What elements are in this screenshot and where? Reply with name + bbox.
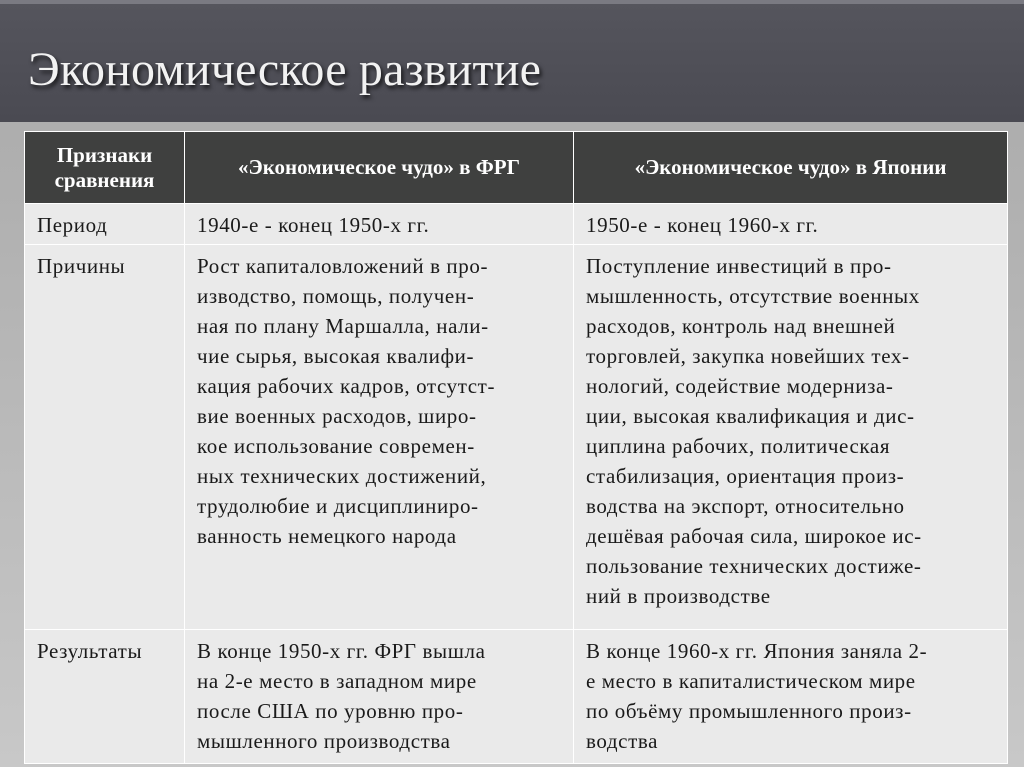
comparison-table-container (24, 131, 1007, 764)
table-row (25, 630, 1008, 764)
period-frg-cell (185, 204, 574, 245)
cell-line: 1940-е - конец 1950-х гг. (197, 213, 430, 237)
cell-line: ции, высокая квалификация и дис- (586, 404, 915, 428)
cell-line: Поступление инвестиций в про- (586, 254, 892, 278)
table-row (25, 245, 1008, 630)
cell-line: ная по плану Маршалла, нали- (197, 314, 489, 338)
cell-line: водства (586, 729, 659, 753)
cell-line: торговлей, закупка новейших тех- (586, 344, 910, 368)
header-criteria: Признаки сравнения (25, 132, 185, 204)
cell-line: нологий, содействие модерниза- (586, 374, 894, 398)
cell-line: по объёму промышленного произ- (586, 699, 912, 723)
cell-line: мышленного производства (197, 729, 451, 753)
cell-line: после США по уровню про- (197, 699, 464, 723)
header-frg: «Экономическое чудо» в ФРГ (185, 132, 574, 204)
cell-line: стабилизация, ориентация произ- (586, 464, 905, 488)
cell-line: ний в производстве (586, 584, 771, 608)
cell-line: В конце 1950-х гг. ФРГ вышла (197, 639, 486, 663)
cell-line: расходов, контроль над внешней (586, 314, 896, 338)
cell-line: В конце 1960-х гг. Япония заняла 2- (586, 639, 928, 663)
row-label-period: Период (25, 204, 185, 245)
header-japan: «Экономическое чудо» в Японии (574, 132, 1008, 204)
cell-line: на 2-е место в западном мире (197, 669, 477, 693)
slide-title: Экономическое развитие (28, 43, 542, 96)
cell-line: 1950-е - конец 1960-х гг. (586, 213, 819, 237)
cell-line: водства на экспорт, относительно (586, 494, 905, 518)
cell-line: трудолюбие и дисциплиниро- (197, 494, 479, 518)
cell-line: мышленность, отсутствие военных (586, 284, 920, 308)
cell-line: дешёвая рабочая сила, широкое ис- (586, 524, 922, 548)
cell-line: ных технических достижений, (197, 464, 487, 488)
cell-line: кое использование современ- (197, 434, 475, 458)
cell-line: кация рабочих кадров, отсутст- (197, 374, 496, 398)
period-japan-cell (574, 204, 1008, 245)
cell-line: циплина рабочих, политическая (586, 434, 891, 458)
causes-japan-cell (574, 245, 1008, 630)
causes-frg-cell (185, 245, 574, 630)
cell-line: пользование технических достиже- (586, 554, 922, 578)
results-frg-cell (185, 630, 574, 764)
row-label-causes: Причины (25, 245, 185, 630)
table-header-row (25, 132, 1008, 204)
comparison-table (24, 131, 1008, 764)
cell-line: изводство, помощь, получен- (197, 284, 475, 308)
cell-line: чие сырья, высокая квалифи- (197, 344, 475, 368)
title-band (0, 0, 1024, 122)
cell-line: вие военных расходов, широ- (197, 404, 477, 428)
cell-line: ванность немецкого народа (197, 524, 457, 548)
cell-line: е место в капиталистическом мире (586, 669, 916, 693)
row-label-results: Результаты (25, 630, 185, 764)
cell-line: Рост капиталовложений в про- (197, 254, 489, 278)
table-row (25, 204, 1008, 245)
results-japan-cell (574, 630, 1008, 764)
